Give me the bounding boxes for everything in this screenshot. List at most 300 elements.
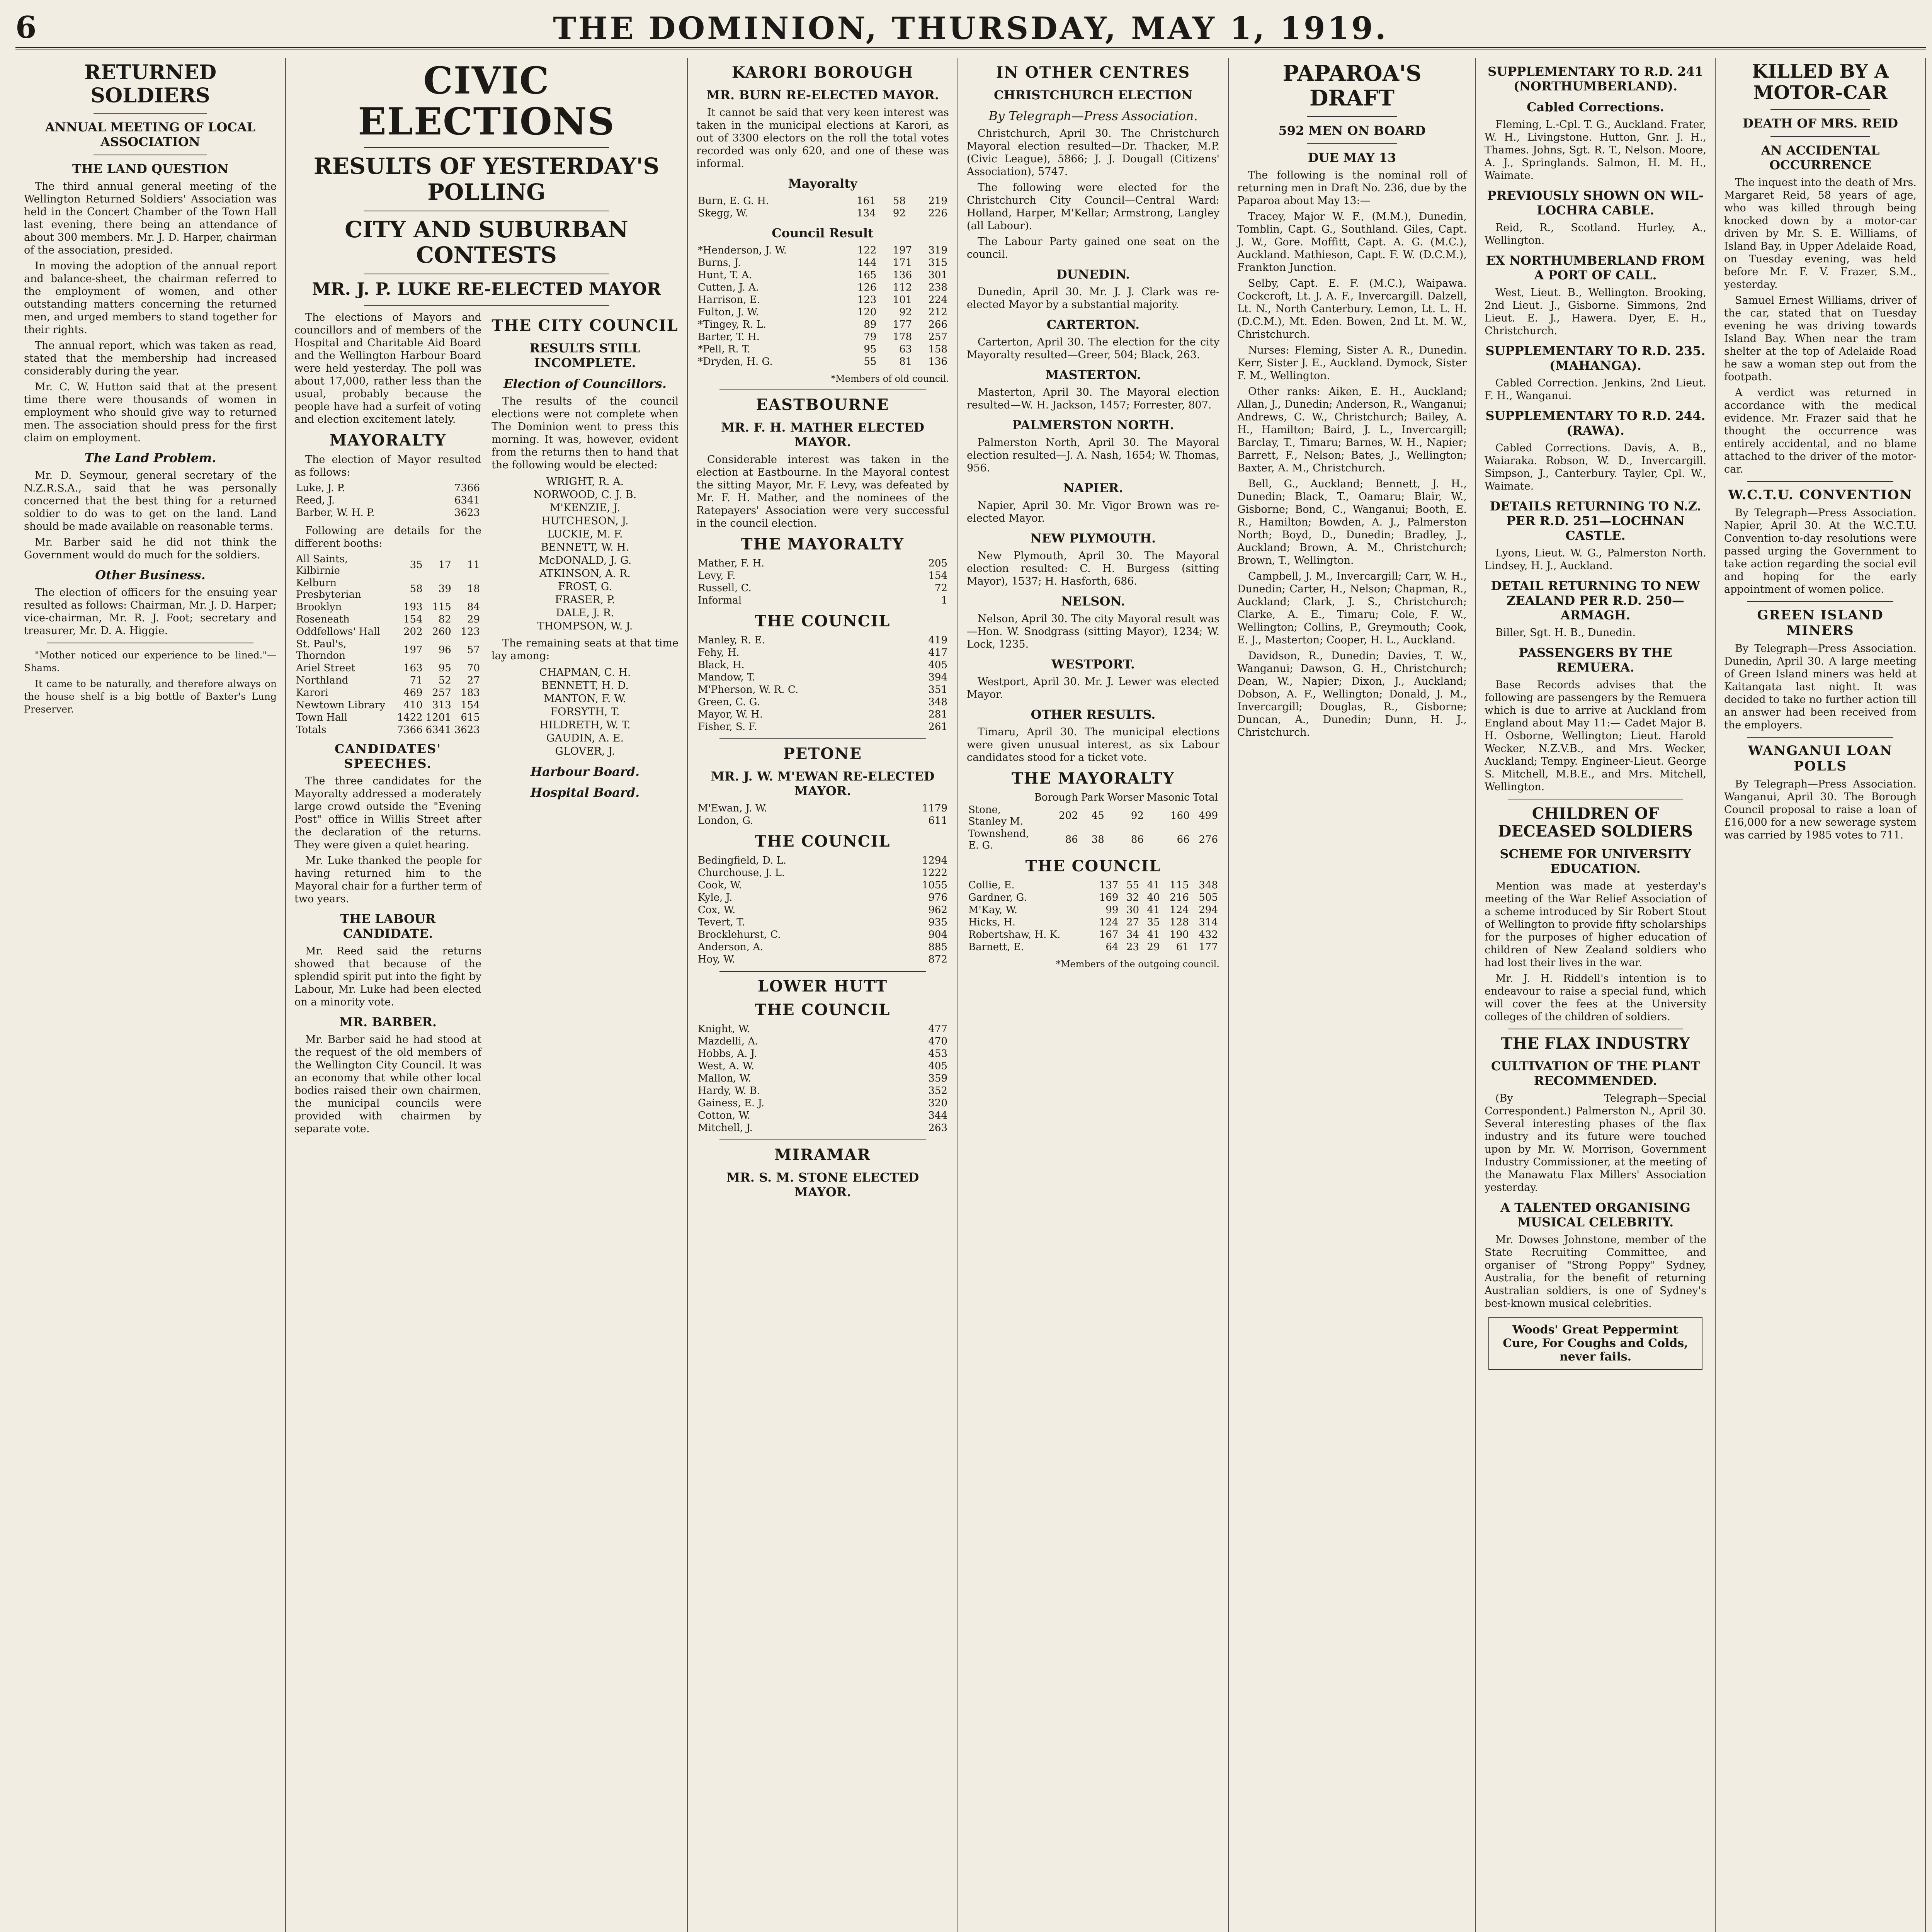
divider: [94, 113, 207, 114]
vote-count: 405: [928, 659, 947, 671]
vote-count: 123: [461, 626, 480, 638]
section-heading: THE CITY COUNCIL: [492, 316, 679, 335]
vote-count: 6341: [454, 494, 480, 506]
table-row: [294, 724, 481, 736]
headline: KILLED BY A MOTOR-CAR: [1752, 61, 1889, 104]
vote-count: 205: [928, 558, 947, 569]
vote-count: 453: [928, 1048, 947, 1060]
vote-count: 112: [893, 282, 912, 293]
column-boroughs: [688, 58, 958, 1932]
vote-count: 41: [1147, 904, 1160, 916]
table-row: [294, 626, 481, 638]
vote-count: 499: [1199, 810, 1218, 821]
vote-count: 935: [928, 917, 947, 928]
vote-count: 63: [899, 344, 912, 355]
candidate-name: CHAPMAN, C. H.: [539, 666, 631, 679]
paragraph: The Labour Party gained one seat on the council.: [967, 236, 1219, 260]
paragraph: Cabled Correction. Jenkins, 2nd Lieut. F. H., Wanganui.: [1485, 377, 1706, 402]
section-heading: THE LAND QUESTION: [72, 161, 229, 176]
paragraph: By Telegraph—Press Association. Dunedin, April 30. A large meeting of Green Island miners was held at Kaitangata last night. It was decided to take no further action till an answer had been received from the employers.: [1724, 643, 1917, 731]
vote-count: 124: [1170, 904, 1189, 916]
header-cell: Park: [1081, 792, 1104, 803]
headline: CIVIC ELECTIONS: [358, 59, 615, 143]
candidate-name: Hardy, W. B.: [698, 1085, 760, 1097]
vote-count: 177: [893, 319, 912, 330]
supplementary-heading: PREVIOUSLY SHOWN ON WIL-LOCHRA CABLE.: [1487, 188, 1704, 218]
paragraph: (By Telegraph—Special Correspondent.) Palmerston N., April 30. Several interesting phases of the flax industry and its future were touched upon by Mr. W. Morrison, Government Industry Commissioner, at the meeting of the Manawatu Flax Millers' Association yesterday.: [1485, 1092, 1706, 1194]
intro: [294, 524, 481, 550]
masthead: [15, 9, 1926, 49]
candidate-name: Ariel Street: [296, 662, 355, 674]
candidate-name: BENNETT, H. D.: [541, 679, 629, 692]
table-row: [696, 891, 949, 904]
table-row: [294, 601, 481, 613]
supplementary-heading: SUPPLEMENTARY TO R.D. 244. (RAWA).: [1485, 408, 1706, 438]
candidate-name: Gardner, G.: [968, 892, 1027, 903]
section-heading: LOWER HUTT: [757, 977, 888, 995]
article-body: [24, 469, 277, 561]
candidate-name: Kyle, J.: [698, 892, 733, 903]
centre-heading: MASTERTON.: [1045, 367, 1141, 382]
section-heading: THE MAYORALTY: [1011, 769, 1175, 787]
subhead: CITY AND SUBURBAN CONTESTS: [345, 216, 628, 269]
article-body: [1485, 377, 1706, 402]
article-body: [294, 1033, 481, 1135]
subhead: CHRISTCHURCH ELECTION: [994, 88, 1192, 102]
vote-count: 137: [1099, 879, 1119, 891]
intro: [492, 637, 679, 662]
section-heading: THE COUNCIL: [1025, 857, 1161, 875]
vote-count: 120: [857, 306, 877, 318]
article-body: [24, 180, 277, 444]
section-heading: The Land Problem.: [84, 450, 216, 465]
vote-count: 352: [928, 1085, 947, 1097]
article-body: [1485, 880, 1706, 1023]
vote-count: 96: [438, 644, 451, 656]
table-row: [294, 638, 481, 662]
article-body: [1485, 286, 1706, 337]
centres-list: [967, 267, 1219, 764]
paragraph: Mr. Barber said he had stood at the request of the old members of the Wellington City Council. It was an economy that while other local bodies raised their own chairmen, the municipal councils were provided with chairmen by separate vote.: [294, 1033, 481, 1135]
vote-count: 276: [1199, 834, 1218, 845]
paragraph: Napier, April 30. Mr. Vigor Brown was re-elected Mayor.: [967, 500, 1219, 524]
headline: THE FLAX INDUSTRY: [1501, 1034, 1690, 1053]
candidate-name: FORSYTH, T.: [550, 706, 620, 718]
paragraph: Christchurch, April 30. The Christchurch Mayoral election resulted—Dr. Thacker, M.P. (Civic League), 5866; J. J. Dougall (Citizens' Association), 5747.: [967, 128, 1219, 178]
candidate-name: Harrison, E.: [698, 294, 760, 306]
vote-count: 64: [1105, 941, 1119, 953]
vote-count: 301: [928, 269, 947, 281]
vote-count: 962: [928, 904, 947, 916]
vote-count: 432: [1199, 929, 1218, 940]
article-body: [1485, 679, 1706, 793]
vote-count: 1179: [922, 803, 947, 814]
vote-count: 72: [934, 582, 947, 594]
table-row: [696, 941, 949, 953]
vote-count: 41: [1147, 879, 1160, 891]
vote-count: 183: [461, 687, 480, 699]
paragraph: It cannot be said that very keen interest was taken in the municipal elections at Karori, as out of 3300 electors on the roll the total votes recorded was only 620, and one of these was informal.: [696, 107, 949, 170]
paragraph: Biller, Sgt. H. B., Dunedin.: [1495, 627, 1636, 639]
article-body: [1485, 1233, 1706, 1310]
vote-count: 35: [410, 559, 423, 571]
vote-count: 394: [928, 672, 947, 683]
section-heading: THE COUNCIL: [755, 832, 891, 850]
supplementary-heading: SUPPLEMENTARY TO R.D. 235. (MAHANGA).: [1485, 344, 1706, 373]
table-row: [696, 306, 949, 318]
vote-count: 1222: [922, 867, 947, 879]
candidate-name: Reed, J.: [296, 494, 335, 506]
candidate-name: Russell, C.: [698, 582, 752, 594]
article-body: [1485, 442, 1706, 493]
advertisement: Woods' Great Peppermint Cure, For Coughs and Colds, never fails.: [1488, 1317, 1702, 1370]
table-row: [294, 507, 481, 519]
divider: [719, 389, 926, 390]
subhead: MR. S. M. STONE ELECTED MAYOR.: [726, 1170, 919, 1199]
candidate-name: M'Ewan, J. W.: [698, 803, 767, 814]
paragraph: Other ranks: Aiken, E. H., Auckland; Allan, J., Dunedin; Anderson, R., Wanganui; Andrews, C. W., Christchurch; Bailey, A. H., Hamilton; Baird, J. L., Invercargill; Barclay, T., Timaru; Barnes, W. H., Napier; Barrett, F., Nelson; Bates, J., Wellington; Baxter, A. M., Christchurch.: [1237, 385, 1467, 474]
subhead: A TALENTED ORGANISING MUSICAL CELEBRITY.: [1500, 1200, 1690, 1230]
paragraph: Palmerston North, April 30. The Mayoral election resulted—J. A. Nash, 1654; W. Thomas, 956.: [967, 437, 1219, 474]
vote-count: 6341: [425, 724, 451, 736]
candidate-name: Fulton, J. W.: [698, 306, 759, 318]
vote-count: 58: [893, 195, 906, 207]
column-other-centres: [958, 58, 1229, 1932]
headline: CHILDREN OF DECEASED SOLDIERS: [1498, 804, 1693, 840]
candidate-name: Mazdelli, A.: [698, 1036, 759, 1047]
paragraph: Cabled Corrections. Davis, A. B., Waiaraka. Robson, W. D., Invercargill. Simpson, J., Canterbury. Tayler, Cpl. W., Waimate.: [1485, 442, 1706, 492]
article-body: [967, 675, 1219, 701]
table-row: [294, 553, 481, 577]
table-row: [294, 687, 481, 699]
section-heading: THE LABOUR CANDIDATE.: [340, 911, 436, 941]
table-row: [696, 904, 949, 916]
centre-heading: DUNEDIN.: [1056, 267, 1130, 282]
vote-count: 79: [864, 331, 877, 343]
table-row: [696, 1072, 949, 1085]
vote-count: 115: [432, 601, 451, 613]
candidate-name: Cotton, W.: [698, 1110, 750, 1121]
vote-count: 190: [1170, 929, 1189, 940]
table-row: [696, 721, 949, 733]
vote-count: 154: [928, 570, 947, 582]
subhead: MR. BURN RE-ELECTED MAYOR.: [706, 88, 939, 102]
article-body: [696, 453, 949, 530]
paragraph: Dunedin, April 30. Mr. J. J. Clark was re-elected Mayor by a substantial majority.: [967, 286, 1219, 311]
candidate-name: Mayor, W. H.: [698, 709, 763, 720]
vote-count: 266: [928, 319, 947, 330]
table-row: [967, 879, 1219, 891]
vote-count: 23: [1126, 941, 1139, 953]
vote-count: 193: [403, 601, 423, 613]
vote-count: 81: [899, 356, 912, 367]
article-body: [294, 945, 481, 1009]
table-row: [696, 1122, 949, 1134]
article-body: [967, 386, 1219, 412]
table-row: [696, 634, 949, 646]
paragraph: Westport, April 30. Mr. J. Lewer was elected Mayor.: [967, 676, 1219, 701]
vote-count: 314: [1199, 917, 1218, 928]
miramar-mayoralty-table: [967, 791, 1219, 852]
vote-count: 212: [928, 306, 947, 318]
paragraph: Nelson, April 30. The city Mayoral result was—Hon. W. Snodgrass (sitting Mayor), 1234; W. Lock, 1235.: [967, 613, 1219, 650]
mayoralty-table: [294, 482, 481, 519]
table-row: [294, 577, 481, 601]
table-row: [696, 854, 949, 867]
paragraph: Base Records advises that the following are passengers by the Remuera which is due to arrive at Auckland from England about May 11:— Cadet Major B. H. Osborne, Wellington; Lieut. Harold Wecker, N.Z.V.B., and Mrs. Wecker, Auckland; Tempy. Engineer-Lieut. George S. Mitchell, M.B.E., and Mrs. Mitchell, Wellington.: [1485, 679, 1706, 793]
subhead: Election of Councillors.: [503, 376, 667, 391]
candidate-name: HILDRETH, W. T.: [539, 719, 631, 731]
vote-count: 124: [1099, 917, 1119, 928]
subhead: DUE MAY 13: [1308, 150, 1396, 165]
vote-count: 1422: [397, 711, 423, 723]
headline: RETURNED SOLDIERS: [84, 61, 217, 107]
vote-count: 123: [857, 294, 877, 306]
article-body: [967, 612, 1219, 651]
divider: [1770, 136, 1870, 137]
paragraph: The inquest into the death of Mrs. Margaret Reid, 58 years of age, who was killed through being knocked down by a motor-car driven by Mr. S. E. Williams, of Island Bay, in Upper Adelaide Road, on Tuesday evening, was held before Mr. F. V. Frazer, S.M., yesterday.: [1724, 177, 1917, 291]
vote-count: 84: [467, 601, 480, 613]
table-row: [696, 343, 949, 355]
paragraph: Mr. D. Seymour, general secretary of the N.Z.R.S.A., said that he was personally concerned that the best thing for a returned soldier to do was to get on the land. Land should be made available on reasonable terms.: [24, 469, 277, 532]
section-heading: Harbour Board.: [530, 764, 640, 779]
header-cell: Masonic: [1147, 792, 1190, 803]
candidate-name: Oddfellows' Hall: [296, 626, 380, 638]
vote-count: 163: [403, 662, 423, 674]
table-row: [696, 281, 949, 294]
candidate-name: Hunt, T. A.: [698, 269, 752, 281]
vote-count: 136: [893, 269, 912, 281]
table-row: [696, 659, 949, 671]
candidate-name: West, A. W.: [698, 1060, 755, 1072]
table-row: [696, 708, 949, 721]
article-body: [1485, 118, 1706, 182]
vote-count: 70: [467, 662, 480, 674]
divider: [1747, 481, 1893, 482]
vote-count: 477: [928, 1023, 947, 1035]
candidate-name: M'Pherson, W. R. C.: [698, 684, 799, 696]
divider: [719, 738, 926, 739]
vote-count: 1294: [922, 855, 947, 866]
table-row: [696, 696, 949, 708]
table-row: [696, 929, 949, 941]
table-row: [696, 867, 949, 879]
candidate-name: Mallon, W.: [698, 1073, 752, 1084]
subhead: RESULTS STILL INCOMPLETE.: [529, 340, 641, 370]
paragraph: Bell, G., Auckland; Bennett, J. H., Dunedin; Black, T., Oamaru; Blair, W., Gisborne; Bond, C., Wanganui; Booth, E. R., Hamilton; Bowden, A. J., Palmerston North; Boyd, D., Dunedin; Bradley, J., Auckland; Brown, A. M., Christchurch; Brown, T., Wellington.: [1237, 478, 1467, 566]
divider: [1747, 737, 1893, 738]
table-row: [294, 699, 481, 711]
vote-count: 95: [438, 662, 451, 674]
paragraph: Fleming, L.-Cpl. T. G., Auckland. Frater, W. H., Livingstone. Hutton, Gnr. J. H., Thames. Johns, Sgt. R. T., Nelson. Moore, A. J., Springlands. Salmon, H. M. H., Waimate.: [1485, 119, 1706, 182]
table-row: [696, 1097, 949, 1109]
candidate-name: Town Hall: [296, 711, 348, 723]
vote-count: 260: [432, 626, 451, 638]
elected-list: [492, 475, 679, 633]
vote-count: 11: [467, 559, 480, 571]
article-body: [696, 106, 949, 170]
centre-heading: CARTERTON.: [1046, 317, 1140, 332]
candidate-name: M'Kay, W.: [968, 904, 1017, 916]
intro: [294, 453, 481, 479]
paragraph: The annual report, which was taken as read, stated that the membership had increased considerably during the year.: [24, 339, 277, 377]
table-header: [967, 791, 1219, 804]
vote-count: 27: [467, 674, 480, 686]
subhead: SCHEME FOR UNIVERSITY EDUCATION.: [1500, 847, 1691, 876]
article-body: [967, 549, 1219, 588]
headline: PAPAROA'S DRAFT: [1282, 61, 1422, 111]
footnote: *Members of old council.: [831, 373, 949, 384]
vote-count: 417: [928, 647, 947, 658]
paragraph: Mr. Reed said the returns showed that because of the splendid spirit put into the fight by Labour, Mr. Luke had been elected on a minority vote.: [294, 945, 481, 1008]
section-heading: CANDIDATES' SPEECHES.: [334, 741, 442, 771]
vote-count: 171: [893, 257, 912, 269]
vote-count: 1055: [922, 879, 947, 891]
table-caption: Mayoralty: [788, 176, 857, 191]
column-civic-elections: [286, 58, 688, 1932]
candidate-name: Green, C. G.: [698, 696, 760, 708]
candidate-name: Cutten, J. A.: [698, 282, 759, 293]
candidate-name: Barber, W. H. P.: [296, 507, 375, 519]
table-row: [696, 1023, 949, 1035]
candidate-name: London, G.: [698, 815, 753, 827]
centre-heading: NELSON.: [1061, 594, 1125, 609]
subcolumn-right: [492, 311, 679, 1138]
paragraph: Nurses: Fleming, Sister A. R., Dunedin. Kerr, Sister J. E., Auckland. Dymock, Sister F. M., Wellington.: [1237, 344, 1467, 382]
candidate-name: Levy, F.: [698, 570, 736, 582]
karori-mayoralty-table: [696, 195, 949, 219]
candidate-name: Hicks, H.: [968, 917, 1016, 928]
page-number: 6: [15, 10, 37, 45]
vote-count: 40: [1147, 892, 1160, 903]
vote-count: 92: [899, 306, 912, 318]
vote-count: 30: [1126, 904, 1139, 916]
vote-count: 41: [1147, 929, 1160, 940]
section-heading: MIRAMAR: [774, 1146, 871, 1164]
divider: [1307, 116, 1397, 117]
table-row: [696, 916, 949, 929]
vote-count: 872: [928, 954, 947, 965]
article-body: [1237, 169, 1467, 739]
table-row: [696, 582, 949, 594]
vote-count: 238: [928, 282, 947, 293]
vote-count: 136: [928, 356, 947, 367]
paragraph: Tracey, Major W. F., (M.M.), Dunedin, Tomblin, Capt. G., Southland. Giles, Capt. J. W., Gore. Moffitt, Capt. A. G. (M.C.), Auckland. Mathieson, Capt. F. W. (D.C.M.), Frankton Junction.: [1237, 210, 1467, 274]
elected-name: BENNETT, W. H.: [541, 541, 629, 553]
table-row: [696, 207, 949, 219]
paragraph: Timaru, April 30. The municipal elections were given unusual interest, as six Labour candidates stood for a ticket vote.: [967, 726, 1219, 764]
eastbourne-mayoralty-table: [696, 557, 949, 607]
vote-count: 263: [928, 1122, 947, 1134]
candidate-name: Brooklyn: [296, 601, 342, 613]
table-row: [967, 891, 1219, 904]
vote-count: 57: [467, 644, 480, 656]
section-heading: THE COUNCIL: [755, 612, 891, 630]
table-row: [696, 318, 949, 331]
vote-count: 128: [1170, 917, 1189, 928]
supplementary-subhead: Cabled Corrections.: [1527, 100, 1664, 114]
paragraph: The remaining seats at that time lay among:: [492, 637, 679, 662]
candidate-name: Luke, J. P.: [296, 482, 345, 494]
candidate-name: Tevert, T.: [698, 917, 745, 928]
centre-heading: WESTPORT.: [1051, 657, 1135, 672]
vote-count: 505: [1199, 892, 1218, 903]
elected-name: WRIGHT, R. A.: [546, 475, 624, 488]
table-caption: Council Result: [772, 226, 874, 240]
table-row: [696, 570, 949, 582]
paragraph: Samuel Ernest Williams, driver of the car, stated that on Tuesday evening he was driving towards Island Bay. When near the tram shelter at the top of Adelaide Road he saw a woman step out from the footpath.: [1724, 294, 1917, 383]
vote-count: 615: [461, 711, 480, 723]
candidate-name: Barter, T. H.: [698, 331, 760, 343]
vote-count: 17: [438, 559, 451, 571]
table-row: [967, 804, 1219, 828]
vote-count: 320: [928, 1097, 947, 1109]
article-body: [1724, 507, 1917, 596]
section-heading: Other Business.: [95, 567, 206, 582]
vote-count: 134: [857, 207, 876, 219]
vote-count: 55: [864, 356, 877, 367]
table-row: [967, 929, 1219, 941]
table-row: [294, 711, 481, 724]
subhead: AN ACCIDENTAL OCCURRENCE: [1761, 143, 1880, 173]
vote-count: 470: [928, 1036, 947, 1047]
vote-count: 1: [941, 595, 947, 606]
article-body: [967, 499, 1219, 525]
vote-count: 3623: [454, 507, 480, 519]
vote-count: 315: [928, 257, 947, 269]
paragraph: Mr. Luke thanked the people for having returned him to the Mayoral chair for a further term of two years.: [294, 854, 481, 905]
table-row: [294, 613, 481, 626]
candidate-name: Fisher, S. F.: [698, 721, 757, 733]
article-body: [967, 436, 1219, 474]
vote-count: 359: [928, 1073, 947, 1084]
divider: [364, 147, 609, 148]
elected-name: THOMPSON, W. J.: [537, 620, 633, 632]
table-row: [696, 1060, 949, 1072]
section-heading: PETONE: [783, 745, 862, 763]
candidate-name: Anderson, A.: [698, 941, 764, 953]
vote-count: 197: [893, 245, 912, 256]
candidate-name: Fehy, H.: [698, 647, 740, 658]
elected-name: LUCKIE, M. F.: [547, 528, 623, 540]
paragraph: In moving the adoption of the annual report and balance-sheet, the chairman referred to the employment of women, and other outstanding matters concerning the returned men, and urged members to stand together for their rights.: [24, 260, 277, 336]
divider: [1747, 601, 1893, 602]
subcolumn-left: [294, 311, 481, 1138]
vote-count: 419: [928, 634, 947, 646]
section-heading: WANGANUI LOAN POLLS: [1748, 743, 1893, 774]
paragraph: The following is the nominal roll of returning men in Draft No. 236, due by the Paparoa about May 13:—: [1237, 169, 1467, 207]
vote-count: 82: [438, 613, 451, 625]
vote-count: 32: [1126, 892, 1139, 903]
vote-count: 38: [1091, 834, 1104, 845]
candidate-name: Newtown Library: [296, 699, 386, 711]
vote-count: 58: [410, 583, 423, 595]
vote-count: 257: [928, 331, 947, 343]
vote-count: 101: [893, 294, 912, 306]
vote-count: 18: [467, 583, 480, 595]
vote-count: 52: [438, 674, 451, 686]
candidate-name: *Henderson, J. W.: [698, 245, 787, 256]
vote-count: 226: [928, 207, 947, 219]
table-row: [696, 594, 949, 607]
vote-count: 976: [928, 892, 947, 903]
header-cell: Worser: [1107, 792, 1144, 803]
article-body: [1485, 221, 1706, 247]
paragraph: New Plymouth, April 30. The Mayoral election resulted: C. H. Burgess (sitting Mayor), 1537; H. Hasforth, 686.: [967, 550, 1219, 587]
supplementary-heading: EX NORTHUMBERLAND FROM A PORT OF CALL.: [1486, 253, 1705, 282]
vote-count: 66: [1177, 834, 1190, 845]
subhead: RESULTS OF YESTERDAY'S POLLING: [313, 153, 660, 205]
